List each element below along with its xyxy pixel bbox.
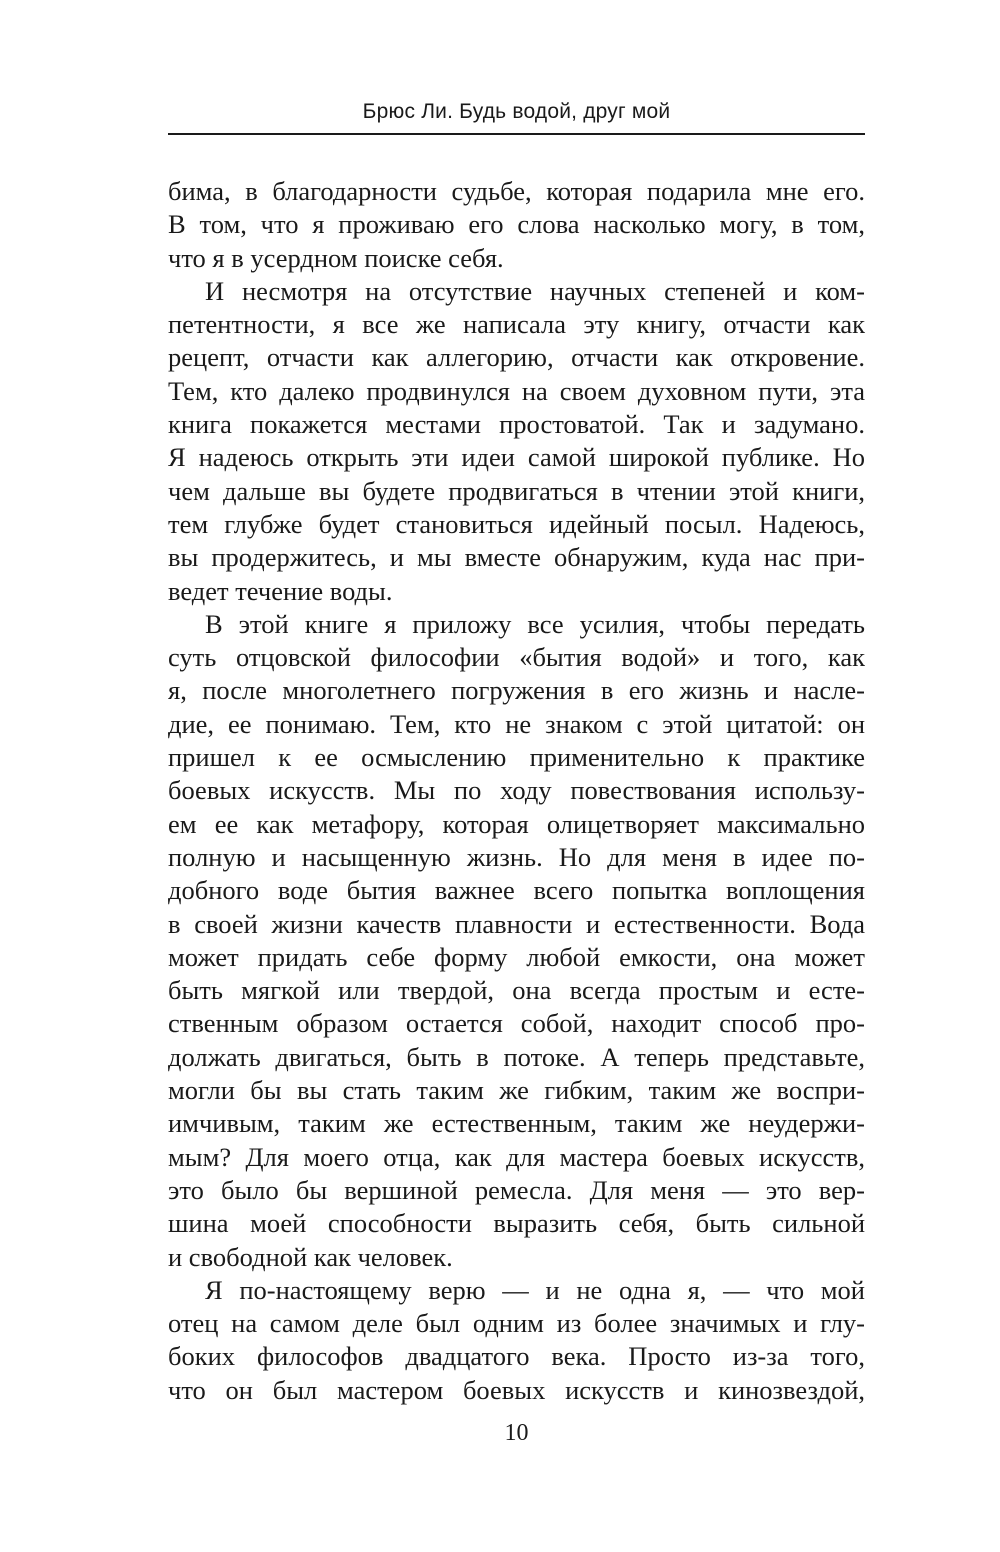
text-line: полную и насыщенную жизнь. Но для меня в идее по- xyxy=(168,841,865,872)
text-line: ственным образом остается собой, находит способ про- xyxy=(168,1008,865,1039)
text-line: суть отцовской философии «бытия водой» и того, как xyxy=(168,642,865,673)
text-line: в своей жизни качеств плавности и естественности. Вода xyxy=(168,908,865,939)
text-line: что я в усердном поиске себя. xyxy=(168,242,504,273)
text-line: В том, что я проживаю его слова насколько могу, в том, xyxy=(168,209,865,240)
text-line: имчивым, таким же естественным, таким же неудержи- xyxy=(168,1108,865,1139)
text-line: Я по-настоящему верю — и не одна я, — что мой xyxy=(205,1274,865,1305)
text-line: я, после многолетнего погружения в его жизнь и насле- xyxy=(168,675,865,706)
text-line: петентности, я все же написала эту книгу, отчасти как xyxy=(168,309,865,340)
body-text xyxy=(168,175,865,1407)
text-line: И несмотря на отсутствие научных степеней и ком- xyxy=(205,275,865,306)
text-line: тем глубже будет становиться идейный посыл. Надеюсь, xyxy=(168,508,865,539)
page-number: 10 xyxy=(504,1420,529,1446)
text-line: быть мягкой или твердой, она всегда простым и есте- xyxy=(168,975,865,1006)
text-line: вы продержитесь, и мы вместе обнаружим, куда нас при- xyxy=(168,542,865,573)
text-line: добного воде бытия важнее всего попытка воплощения xyxy=(168,875,865,906)
text-line: могли бы вы стать таким же гибким, таким же воспри- xyxy=(168,1075,865,1106)
paragraph xyxy=(168,608,865,1274)
text-line: рецепт, отчасти как аллегорию, отчасти как откровение. xyxy=(168,342,865,373)
text-line: Я надеюсь открыть эти идеи самой широкой публике. Но xyxy=(168,442,865,473)
text-line: ведет течение воды. xyxy=(168,575,393,606)
text-line: шина моей способности выразить себя, быть сильной xyxy=(168,1208,865,1239)
text-line: это было бы вершиной ремесла. Для меня — это вер- xyxy=(168,1174,865,1205)
text-line: дие, ее понимаю. Тем, кто не знаком с этой цитатой: он xyxy=(168,708,865,739)
text-line: Тем, кто далеко продвинулся на своем духовном пути, эта xyxy=(168,375,865,406)
text-line: и свободной как человек. xyxy=(168,1241,453,1272)
text-line: может придать себе форму любой емкости, она может xyxy=(168,941,865,972)
text-line: бима, в благодарности судьбе, которая подарила мне его. xyxy=(168,176,865,206)
text-line: чем дальше вы будете продвигаться в чтении этой книги, xyxy=(168,475,865,506)
text-line: боевых искусств. Мы по ходу повествования использу- xyxy=(168,775,865,806)
paragraph xyxy=(168,275,865,608)
text-line: мым? Для моего отца, как для мастера боевых искусств, xyxy=(168,1141,865,1172)
text-line: В этой книге я приложу все усилия, чтобы передать xyxy=(205,608,865,639)
running-header: Брюс Ли. Будь водой, друг мой xyxy=(362,100,671,123)
text-line: ем ее как метафору, которая олицетворяет максимально xyxy=(168,808,865,839)
paragraph xyxy=(168,175,865,275)
text-line: пришел к ее осмыслению применительно к практике xyxy=(168,742,865,773)
text-line: боких философов двадцатого века. Просто из-за того, xyxy=(168,1341,865,1372)
text-line: должать двигаться, быть в потоке. А теперь представьте, xyxy=(168,1041,865,1072)
text-line: отец на самом деле был одним из более значимых и глу- xyxy=(168,1308,865,1339)
paragraph xyxy=(168,1274,865,1407)
header-rule xyxy=(168,133,865,135)
text-line: что он был мастером боевых искусств и кинозвездой, xyxy=(168,1374,865,1405)
text-line: книга покажется местами простоватой. Так и задумано. xyxy=(168,409,865,440)
